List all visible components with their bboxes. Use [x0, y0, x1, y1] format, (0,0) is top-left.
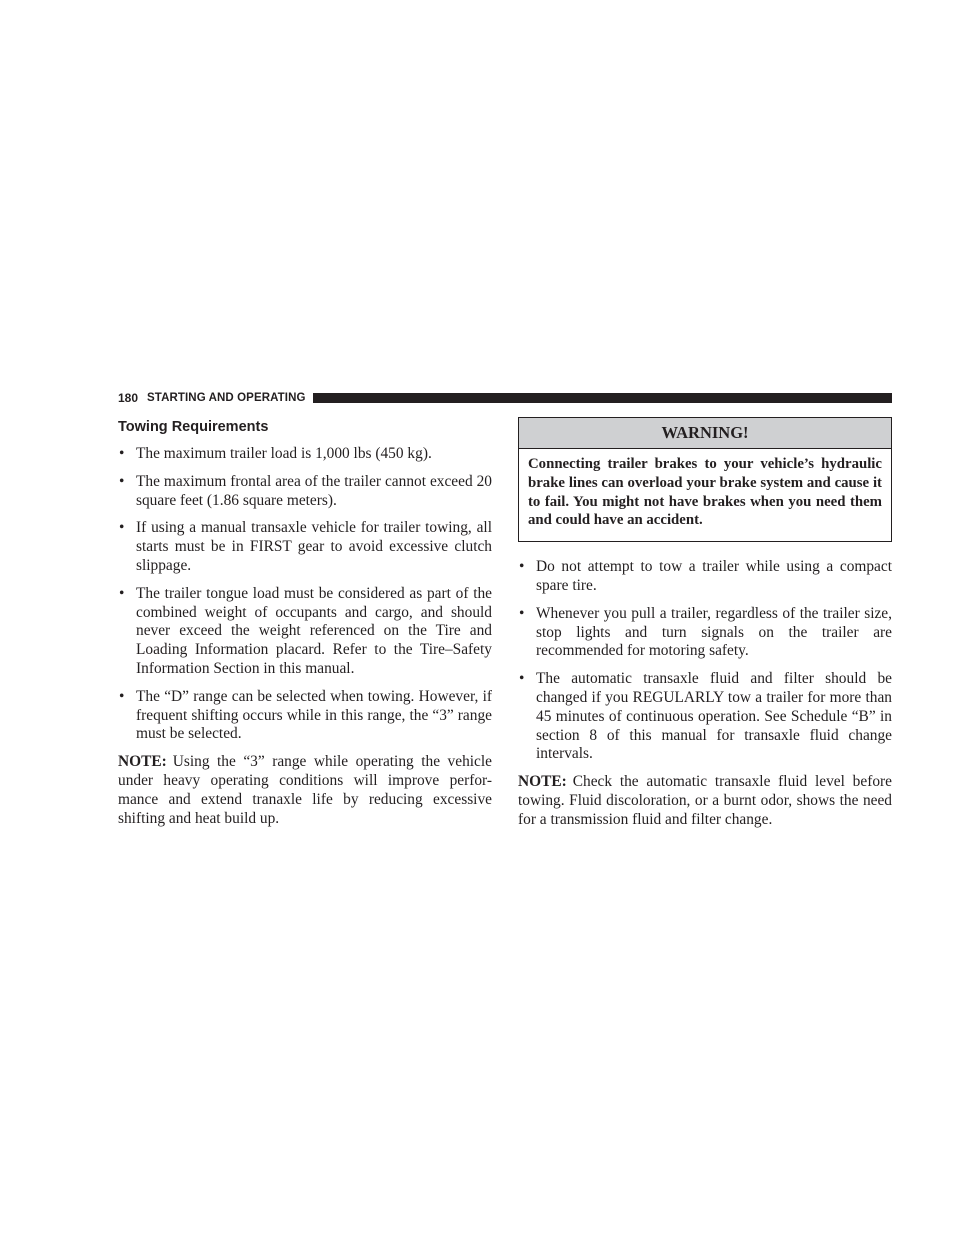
left-bullet-list — [118, 445, 492, 744]
list-item-text: The trailer tongue load must be considered as part of the combined weight of occupants and cargo, and should never exceed the weight referenced on the Tire and Loading Information placard. Refer to the Tire–Safety Information Section in this manual. — [136, 584, 492, 677]
list-item — [518, 670, 892, 764]
list-item — [518, 605, 892, 661]
list-item — [118, 445, 492, 464]
list-item-text: The maximum trailer load is 1,000 lbs (450 kg). — [136, 445, 432, 462]
bullet-icon: • — [119, 687, 125, 705]
warning-title: WARNING! — [519, 418, 891, 449]
bullet-icon: • — [519, 670, 525, 688]
note-label: NOTE: — [118, 753, 167, 771]
header-rule-bar — [313, 393, 892, 403]
right-column — [518, 417, 892, 830]
right-bullet-list — [518, 558, 892, 764]
note-label: NOTE: — [518, 773, 567, 791]
note-text: Using the “3” range while operating the vehicle under heavy operating conditions will improve perfor-mance and extend tranaxle life by reducing excessive shifting and heat build up. — [118, 753, 492, 827]
list-item-text: The maximum frontal area of the trailer cannot exceed 20 square feet (1.86 square meters). — [136, 472, 492, 509]
list-item — [118, 688, 492, 744]
bullet-icon: • — [119, 445, 125, 462]
note-text: Check the automatic transaxle fluid level before towing. Fluid discoloration, or a burnt odor, shows the need for a transmission fluid and filter change. — [518, 773, 892, 828]
list-item-text: If using a manual transaxle vehicle for trailer towing, all starts must be in FIRST gear to avoid excessive clutch slippage. — [136, 519, 492, 574]
bullet-icon: • — [119, 472, 125, 490]
towing-requirements-heading: Towing Requirements — [118, 419, 269, 435]
bullet-icon: • — [119, 519, 125, 537]
list-item-text: The automatic transaxle fluid and filter should be changed if you REGULARLY tow a trailer for more than 45 minutes of continuous operation. See Schedule “B” in section 8 of this manual for transaxle fluid change intervals. — [536, 670, 892, 763]
section-title: STARTING AND OPERATING — [147, 391, 306, 404]
bullet-icon: • — [519, 604, 525, 622]
page-header — [118, 390, 892, 405]
left-note — [118, 753, 492, 828]
list-item — [518, 558, 892, 596]
list-item — [118, 519, 492, 575]
right-note — [518, 773, 892, 829]
page-number: 180 — [118, 390, 139, 405]
list-item-text: The “D” range can be selected when towing. However, if frequent shifting occurs while in this range, the “3” range must be selected. — [136, 687, 492, 743]
left-column — [118, 417, 492, 828]
bullet-icon: • — [119, 584, 125, 602]
warning-box — [518, 417, 892, 542]
list-item-text: Do not attempt to tow a trailer while using a compact spare tire. — [536, 558, 892, 594]
list-item-text: Whenever you pull a trailer, regardless of the trailer size, stop lights and turn signals on the trailer are recommended for motoring safety. — [536, 604, 892, 660]
bullet-icon: • — [519, 558, 525, 576]
list-item — [118, 585, 492, 679]
list-item — [118, 473, 492, 511]
warning-text: Connecting trailer brakes to your vehicle’s hydraulic brake lines can overload your brake system and cause it to fail. You might not have brakes when you need them and could have an accident. — [528, 456, 882, 529]
